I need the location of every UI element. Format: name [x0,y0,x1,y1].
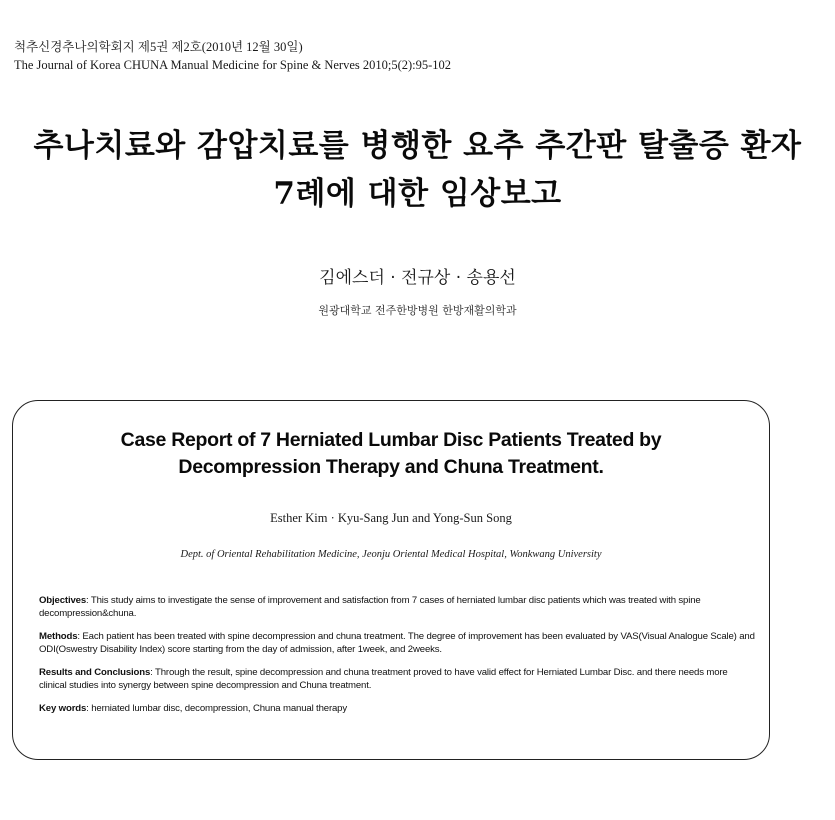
english-title-line-1: Case Report of 7 Herniated Lumbar Disc Patients Treated by [120,429,662,451]
korean-title [0,122,835,218]
methods-label: Methods [39,631,78,642]
english-title [13,427,769,481]
korean-title-line-1: 추나치료와 감압치료를 병행한 요추 추간판 탈출증 환자 [33,128,802,164]
journal-header [14,38,451,74]
methods-text: : Each patient has been treated with spine decompression and chuna treatment. The degree of improvement has been evaluated by VAS(Visual Analogue Scale) and ODI(Oswestry Disability Index) score starting from the day of admission, after 1week, and 2weeks. [39,631,755,655]
journal-korean-line: 척추신경추나의학회지 제5권 제2호(2010년 12월 30일) [14,40,303,54]
objectives-label: Objectives [39,595,87,606]
keywords-text: : herniated lumbar disc, decompression, Chuna manual therapy [86,703,348,714]
objectives-text: : This study aims to investigate the sense of improvement and satisfaction from 7 cases of herniated lumbar disc patients which was treated with spine decompression&chuna. [39,595,701,619]
abstract-results [39,666,755,692]
results-label: Results and Conclusions [39,667,151,678]
journal-english-line: The Journal of Korea CHUNA Manual Medicine for Spine & Nerves 2010;5(2):95-102 [14,58,452,72]
abstract-box [12,400,770,760]
korean-affiliation: 원광대학교 전주한방병원 한방재활의학과 [318,304,517,317]
english-title-line-2: Decompression Therapy and Chuna Treatment. [178,456,604,478]
keywords-label: Key words [39,703,87,714]
abstract-body [39,594,755,725]
english-affiliation: Dept. of Oriental Rehabilitation Medicine, Jeonju Oriental Medical Hospital, Wonkwang University [180,549,602,560]
english-authors: Esther Kim · Kyu-Sang Jun and Yong-Sun Song [270,511,512,525]
abstract-keywords [39,702,755,715]
korean-authors: 김에스더 · 전규상 · 송용선 [319,268,516,288]
korean-title-line-2: 7례에 대한 임상보고 [273,176,562,212]
abstract-methods [39,630,755,656]
results-text: : Through the result, spine decompression and chuna treatment proved to have valid effect for Herniated Lumbar Disc. and there needs more clinical studies into synergy between spine decompression and Chuna treatment. [39,667,728,691]
abstract-objectives [39,594,755,620]
